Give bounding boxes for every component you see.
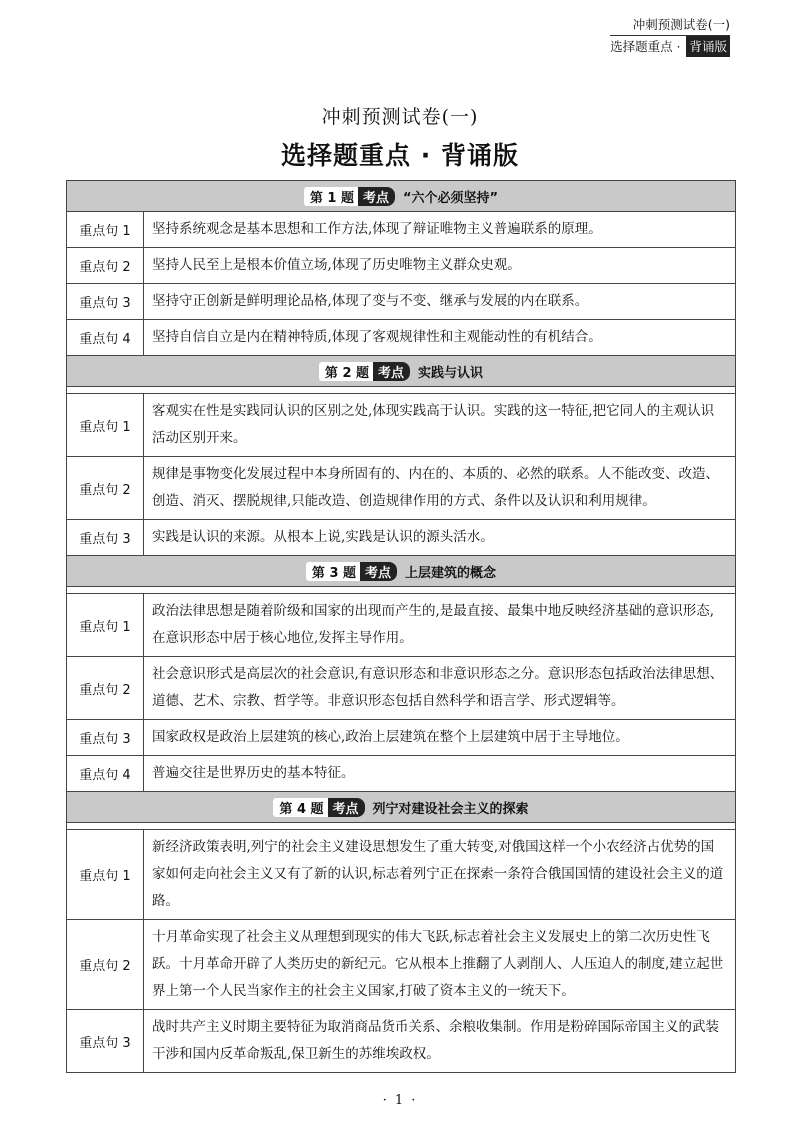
section-header	[67, 181, 736, 212]
table-row	[67, 657, 736, 720]
row-label: 重点句 1	[67, 394, 144, 457]
page-number: · 1 ·	[382, 1093, 418, 1108]
row-text: 坚持守正创新是鲜明理论品格,体现了变与不变、继承与发展的内在联系。	[144, 284, 736, 320]
key-sentences-table	[66, 180, 736, 1073]
kaodian-tag: 考点	[373, 362, 410, 381]
table-row	[67, 248, 736, 284]
row-label: 重点句 2	[67, 657, 144, 720]
row-label: 重点句 2	[67, 920, 144, 1010]
running-header-section-label: 选择题重点 ·	[610, 39, 685, 54]
row-text: 普遍交往是世界历史的基本特征。	[144, 756, 736, 792]
section-header-cell	[67, 556, 736, 587]
table-row	[67, 756, 736, 792]
page-subtitle: 选择题重点 · 背诵版	[281, 141, 519, 170]
row-text: 战时共产主义时期主要特征为取消商品货币关系、余粮收集制。作用是粉碎国际帝国主义的武装干涉和国内反革命叛乱,保卫新生的苏维埃政权。	[144, 1010, 736, 1073]
row-label: 重点句 2	[67, 457, 144, 520]
row-text: 坚持人民至上是根本价值立场,体现了历史唯物主义群众史观。	[144, 248, 736, 284]
kaodian-tag: 考点	[358, 187, 395, 206]
page-title-block	[0, 104, 800, 174]
row-label: 重点句 4	[67, 320, 144, 356]
table-row	[67, 320, 736, 356]
row-label: 重点句 1	[67, 212, 144, 248]
running-header	[610, 14, 730, 57]
table-row	[67, 212, 736, 248]
row-label: 重点句 1	[67, 594, 144, 657]
row-text: 坚持自信自立是内在精神特质,体现了客观规律性和主观能动性的有机结合。	[144, 320, 736, 356]
kaodian-tag: 考点	[360, 562, 397, 581]
section-header-cell	[67, 792, 736, 823]
table-row	[67, 457, 736, 520]
section-header	[67, 356, 736, 387]
row-text: 新经济政策表明,列宁的社会主义建设思想发生了重大转变,对俄国这样一个小农经济占优势的国家如何走向社会主义又有了新的认识,标志着列宁正在探索一条符合俄国国情的建设社会主义的道路。	[144, 830, 736, 920]
table-row	[67, 920, 736, 1010]
spacer-row	[67, 387, 736, 394]
table-row	[67, 594, 736, 657]
section-header-cell	[67, 181, 736, 212]
section-topic: 列宁对建设社会主义的探索	[372, 801, 529, 817]
row-text: 社会意识形式是高层次的社会意识,有意识形态和非意识形态之分。意识形态包括政治法律思想、道德、艺术、宗教、哲学等。非意识形态包括自然科学和语言学、形式逻辑等。	[144, 657, 736, 720]
table-row	[67, 284, 736, 320]
table-row	[67, 1010, 736, 1073]
row-label: 重点句 3	[67, 520, 144, 556]
row-text: 实践是认识的来源。从根本上说,实践是认识的源头活水。	[144, 520, 736, 556]
row-label: 重点句 1	[67, 830, 144, 920]
row-text: 规律是事物变化发展过程中本身所固有的、内在的、本质的、必然的联系。人不能改变、改造、创造、消灭、摆脱规律,只能改造、创造规律作用的方式、条件以及认识和利用规律。	[144, 457, 736, 520]
question-number: 第 3 题	[306, 562, 362, 581]
section-header	[67, 792, 736, 823]
question-number: 第 1 题	[304, 187, 360, 206]
row-label: 重点句 3	[67, 1010, 144, 1073]
question-number: 第 2 题	[319, 362, 375, 381]
spacer-row	[67, 823, 736, 830]
table-row	[67, 520, 736, 556]
running-header-badge: 背诵版	[686, 36, 730, 57]
question-number: 第 4 题	[273, 798, 329, 817]
section-topic: 实践与认识	[418, 365, 484, 381]
row-label: 重点句 3	[67, 284, 144, 320]
row-text: 客观实在性是实践同认识的区别之处,体现实践高于认识。实践的这一特征,把它同人的主观认识活动区别开来。	[144, 394, 736, 457]
section-header-cell	[67, 356, 736, 387]
row-text: 十月革命实现了社会主义从理想到现实的伟大飞跃,标志着社会主义发展史上的第二次历史性飞跃。十月革命开辟了人类历史的新纪元。它从根本上推翻了人剥削人、人压迫人的制度,建立起世界上第一个人民当家作主的社会主义国家,打破了资本主义的一统天下。	[144, 920, 736, 1010]
table-row	[67, 394, 736, 457]
section-header	[67, 556, 736, 587]
table-row	[67, 720, 736, 756]
spacer-row	[67, 587, 736, 594]
page-title: 冲刺预测试卷(一)	[321, 106, 479, 128]
row-label: 重点句 3	[67, 720, 144, 756]
table-row	[67, 830, 736, 920]
running-header-section	[610, 35, 730, 57]
section-topic: 上层建筑的概念	[405, 565, 497, 581]
row-text: 国家政权是政治上层建筑的核心,政治上层建筑在整个上层建筑中居于主导地位。	[144, 720, 736, 756]
row-text: 坚持系统观念是基本思想和工作方法,体现了辩证唯物主义普遍联系的原理。	[144, 212, 736, 248]
kaodian-tag: 考点	[328, 798, 365, 817]
section-topic: “六个必须坚持”	[403, 190, 499, 206]
row-label: 重点句 2	[67, 248, 144, 284]
row-text: 政治法律思想是随着阶级和国家的出现而产生的,是最直接、最集中地反映经济基础的意识形态,在意识形态中居于核心地位,发挥主导作用。	[144, 594, 736, 657]
row-label: 重点句 4	[67, 756, 144, 792]
running-header-series: 冲刺预测试卷(一)	[632, 17, 730, 32]
